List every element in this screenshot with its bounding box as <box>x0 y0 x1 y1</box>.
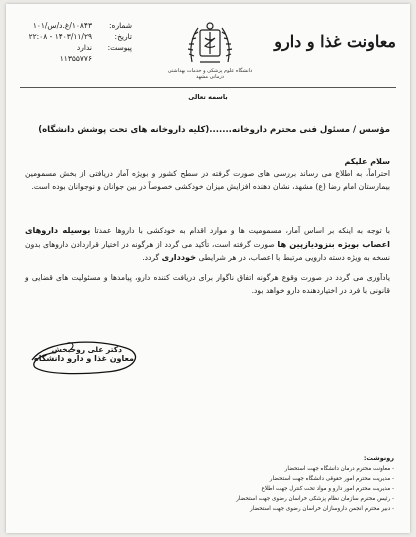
emblem-icon <box>180 18 240 70</box>
cc-item: - رئیس محترم سازمان نظام پزشکی خراسان رضوی جهت استحضار <box>154 494 394 504</box>
cc-heading: رونوشت: <box>363 454 394 462</box>
meta-value: ندارد <box>76 43 92 52</box>
paragraph-2-text: گردد. <box>142 253 162 262</box>
meta-row-attachment <box>14 42 132 53</box>
cc-list <box>154 464 394 514</box>
bismillah: باسمه تعالی <box>188 93 228 101</box>
university-emblem <box>180 18 240 70</box>
meta-label: پیوست: <box>107 43 132 52</box>
meta-value: ۱۴۰۳/۱۱/۲۹ - ۲۲:۰۸ <box>28 32 92 41</box>
letter-metadata <box>14 20 132 64</box>
meta-value: ۱۰۸۴۳/غ.د/س/۱۰۱ <box>32 21 92 30</box>
paragraph-2 <box>25 224 390 265</box>
meta-row-number <box>14 20 132 31</box>
paragraph-2-emphasis: خودداری <box>161 252 197 262</box>
letter-addressee: مؤسس / مسئول فنی محترم داروخانه.......(کلیه داروخانه های تحت پوشش دانشگاه) <box>38 125 390 135</box>
signatory-name: دکتر علی روحبخش <box>51 345 122 354</box>
letter-greeting: سلام علیکم <box>344 157 390 166</box>
paragraph-2-text: با توجه به اینکه بر اساس آمار، مسمومیت ها و موارد اقدام به خودکشی با داروها عمدتا <box>90 226 391 235</box>
cc-item: - دبیر محترم انجمن داروسازان خراسان رضوی جهت استحضار <box>154 504 394 514</box>
paragraph-2-emphasis: بوسیله داروهای اعصاب بویژه بنزودیازپین ها <box>25 225 390 249</box>
signatory-title: معاون غذا و دارو دانشگاه <box>33 354 134 363</box>
cc-item: - مدیریت محترم امور دارو و مواد تحت کنترل جهت اطلاع <box>154 484 394 494</box>
meta-row-tracking <box>14 53 132 64</box>
org-title: معاونت غذا و دارو <box>274 32 396 51</box>
paragraph-1: احتراماً، به اطلاع می رساند بررسی های صورت گرفته در سطح کشور و بویژه آمار دریافتی از بخش مسمومین بیمارستان امام رضا (ع) مشهد، نشان دهنده افزایش میزان خودکشی خصوصاً در بین جوانان و نوجوانان بوده است. <box>25 169 390 191</box>
header-divider <box>20 87 396 88</box>
paragraph-2-text: صورت گرفته است، تأکید می گردد از هرگونه در اختیار قراردادن داروهای بدون نسخه به ویژه دسته دارویی مرتبط با اعصاب، در هر شرایطی <box>25 239 390 262</box>
cc-item: - معاونت محترم درمان دانشگاه جهت استحضار <box>154 464 394 474</box>
meta-row-date <box>14 31 132 42</box>
emblem-caption: دانشگاه علوم پزشکی و خدمات بهداشتی درمانی مشهد <box>167 68 253 80</box>
meta-value: ۱۱۳۵۵۷۷۶ <box>59 54 92 63</box>
paragraph-3: یادآوری می گردد در صورت وقوع هرگونه اتفاق ناگوار برای دریافت کننده دارو، پیامدها و مسئولیت های قضایی و قانونی با فرد در اختیاردهنده دارو خواهد بود. <box>25 273 390 295</box>
meta-label <box>96 53 132 64</box>
letter-sheet <box>6 4 410 533</box>
meta-label: شماره: <box>109 21 132 30</box>
meta-label: تاریخ: <box>114 32 132 41</box>
cc-item: - مدیریت محترم امور حقوقی دانشگاه جهت استحضار <box>154 474 394 484</box>
